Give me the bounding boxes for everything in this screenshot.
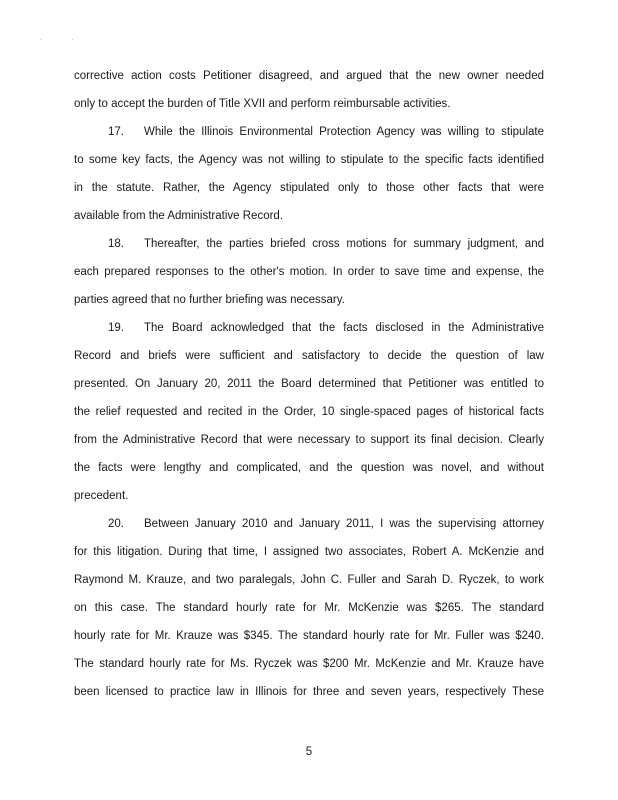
- paragraph-line: corrective action costs Petitioner disagreed, and argued that the new owner needed: [74, 70, 544, 82]
- paragraph-line: Thereafter, the parties briefed cross motions for summary judgment, and: [144, 238, 544, 250]
- page-number: 5: [305, 746, 313, 758]
- paragraph-line: Between January 2010 and January 2011, I was the supervising attorney: [144, 518, 544, 530]
- paragraph-line: each prepared responses to the other's motion. In order to save time and expense, the: [74, 266, 544, 278]
- paragraph-line: only to accept the burden of Title XVII and perform reimbursable activities.: [74, 98, 451, 110]
- paragraph-line: While the Illinois Environmental Protection Agency was willing to stipulate: [144, 126, 544, 138]
- paragraph-line: The standard hourly rate for Ms. Ryczek was $200 Mr. McKenzie and Mr. Krauze have: [74, 658, 544, 670]
- paragraph-line: precedent.: [74, 490, 129, 502]
- paragraph-line: Raymond M. Krauze, and two paralegals, John C. Fuller and Sarah D. Ryczek, to work: [74, 574, 544, 586]
- paragraph-number: 17.: [108, 126, 124, 138]
- paragraph-line: the relief requested and recited in the Order, 10 single-spaced pages of historical facts: [74, 406, 544, 418]
- paragraph-number: 19.: [108, 322, 124, 334]
- paragraph-line: on this case. The standard hourly rate for Mr. McKenzie was $265. The standard: [74, 602, 544, 614]
- paragraph-line: in the statute. Rather, the Agency stipulated only to those other facts that were: [74, 182, 544, 194]
- paragraph-line: to some key facts, the Agency was not willing to stipulate to the specific facts identified: [74, 154, 544, 166]
- paragraph-line: been licensed to practice law in Illinois for three and seven years, respectively These: [74, 686, 544, 698]
- paragraph-first-line: [108, 517, 544, 531]
- paragraph-line: from the Administrative Record that were necessary to support its final decision. Clearly: [74, 434, 544, 446]
- paragraph-line: The Board acknowledged that the facts disclosed in the Administrative: [144, 322, 544, 334]
- paragraph-line: the facts were lengthy and complicated, and the question was novel, and without: [74, 462, 544, 474]
- paragraph-line: available from the Administrative Record.: [74, 210, 284, 222]
- paragraph-first-line: [108, 125, 544, 139]
- paragraph-first-line: [108, 321, 544, 335]
- paragraph-line: presented. On January 20, 2011 the Board determined that Petitioner was entitled to: [74, 378, 544, 390]
- paragraph-number: 18.: [108, 238, 124, 250]
- paragraph-line: for this litigation. During that time, I assigned two associates, Robert A. McKenzie and: [74, 546, 544, 558]
- paragraph-first-line: [108, 237, 544, 251]
- paragraph-number: 20.: [108, 518, 124, 530]
- corner-scan-mark: . .: [40, 36, 88, 42]
- paragraph-line: parties agreed that no further briefing was necessary.: [74, 294, 345, 306]
- paragraph-line: hourly rate for Mr. Krauze was $345. The standard hourly rate for Mr. Fuller was $240.: [74, 630, 544, 642]
- paragraph-line: Record and briefs were sufficient and satisfactory to decide the question of law: [74, 350, 544, 362]
